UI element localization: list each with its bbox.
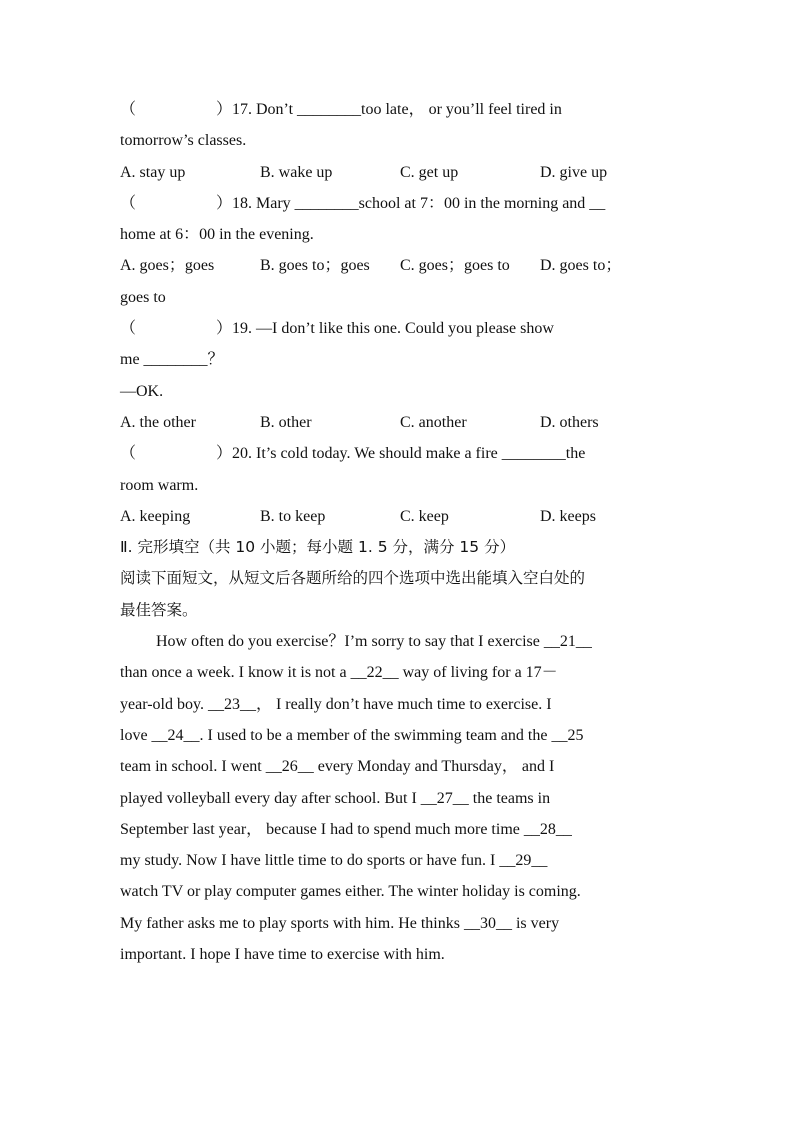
passage-line: important. I hope I have time to exercise with him.: [120, 946, 445, 964]
q19-option-d: D. others: [540, 413, 599, 431]
worksheet-page: [120, 94, 680, 970]
q20-option-a: A. keeping: [120, 507, 191, 525]
q19-option-a: A. the other: [120, 413, 196, 431]
q20-option-b: B. to keep: [260, 507, 326, 525]
q18-option-c: C. goes；goes to: [400, 257, 510, 275]
q17-option-d: D. give up: [540, 163, 608, 181]
q19-stem: （ ）19. —I don’t like this one. Could you please show: [120, 320, 554, 338]
q20-option-c: C. keep: [400, 507, 449, 525]
q18-option-d-cont: goes to: [120, 288, 166, 306]
q18-options: [120, 250, 680, 281]
q18-option-a: A. goes；goes: [120, 257, 215, 275]
passage-line: played volleyball every day after school. But I __27__ the teams in: [120, 789, 551, 807]
q19-stem-cont: me ________？: [120, 351, 224, 369]
q19-option-b: B. other: [260, 413, 312, 431]
q17-stem-cont: tomorrow’s classes.: [120, 132, 247, 150]
q18-option-b: B. goes to；goes: [260, 257, 370, 275]
q19-reply: —OK.: [120, 382, 164, 400]
passage-line: love __24__. I used to be a member of the swimming team and the __25: [120, 726, 584, 744]
q20-stem-cont: room warm.: [120, 476, 199, 494]
q17-options: [120, 157, 680, 188]
section-instruction: 阅读下面短文，从短文后各题所给的四个选项中选出能填入空白处的: [120, 569, 586, 588]
q20-option-d: D. keeps: [540, 507, 596, 525]
q19-options: [120, 407, 680, 438]
passage-line: than once a week. I know it is not a __22__ way of living for a 17－: [120, 664, 558, 682]
q20-stem: （ ）20. It’s cold today. We should make a fire ________the: [120, 445, 586, 463]
passage-line: my study. Now I have little time to do sports or have fun. I __29__: [120, 852, 548, 870]
passage-line: My father asks me to play sports with him. He thinks __30__ is very: [120, 914, 560, 932]
passage-line: watch TV or play computer games either. The winter holiday is coming.: [120, 883, 581, 901]
passage-line: How often do you exercise？I’m sorry to say that I exercise __21__: [156, 633, 592, 651]
q19-option-c: C. another: [400, 413, 467, 431]
q18-stem: （ ）18. Mary ________school at 7：00 in the morning and __: [120, 194, 606, 212]
passage-line: September last year， because I had to spend much more time __28__: [120, 820, 572, 838]
q17-option-a: A. stay up: [120, 163, 186, 181]
passage-line: year-old boy. __23__， I really don’t have much time to exercise. I: [120, 695, 552, 713]
section-heading: Ⅱ. 完形填空（共 10 小题；每小题 1. 5 分，满分 15 分）: [120, 538, 516, 557]
q20-options: [120, 501, 680, 532]
q18-option-d: D. goes to；: [540, 257, 622, 275]
passage-line: team in school. I went __26__ every Monday and Thursday， and I: [120, 758, 555, 776]
q17-option-b: B. wake up: [260, 163, 333, 181]
q18-stem-cont: home at 6：00 in the evening.: [120, 226, 314, 244]
q17-option-c: C. get up: [400, 163, 459, 181]
section-instruction-cont: 最佳答案。: [120, 600, 198, 619]
q17-stem: （ ）17. Don’t ________too late， or you’ll feel tired in: [120, 101, 562, 118]
